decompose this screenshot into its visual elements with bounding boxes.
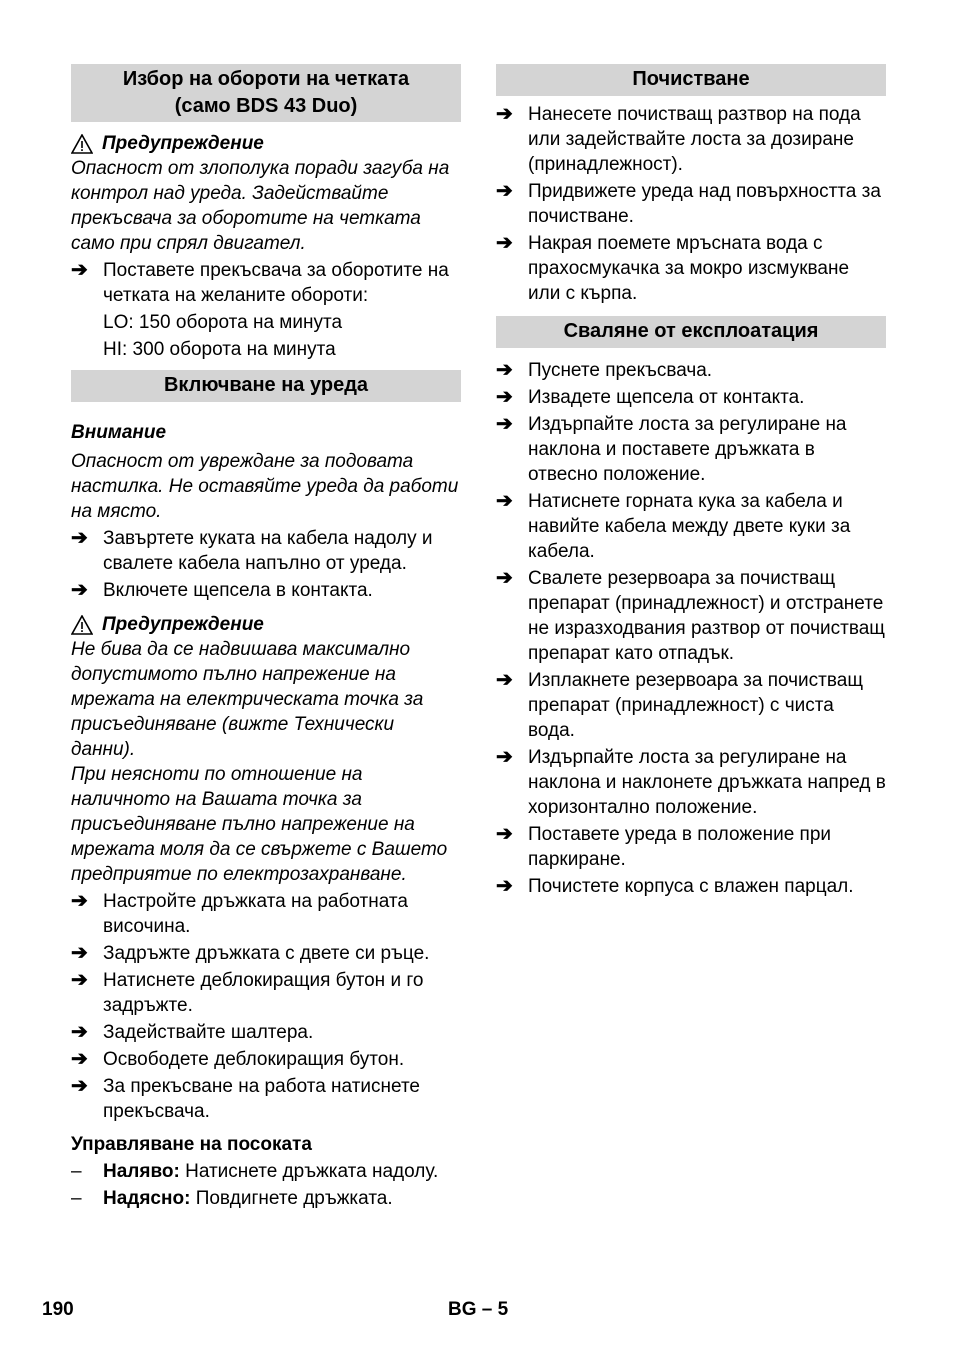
dash-bullet: – [71,1188,82,1209]
arrow-icon: ➔ [496,669,513,691]
list-item [71,1047,461,1072]
section-heading-brush-speed: Избор на обороти на четката (само BDS 43 Duo) [71,64,461,122]
warning-heading [71,131,461,156]
caution-title: Внимание [71,422,167,443]
arrow-icon: ➔ [496,567,513,589]
section-heading-cleaning: Почистване [496,64,886,96]
list-item [496,385,886,410]
warning-heading [71,612,461,637]
arrow-icon: ➔ [496,232,513,254]
list-item [496,822,886,872]
operation-steps [71,889,461,1124]
arrow-icon: ➔ [71,579,88,601]
section-heading-shutdown: Сваляне от експлоатация [496,316,886,348]
switch-on-steps [71,526,461,603]
warning-icon [71,615,93,635]
step-text: Нанесете почистващ разтвор на пода или задействайте лоста за дозиране (принадлежност). [528,104,861,175]
cleaning-steps [496,102,886,306]
arrow-icon: ➔ [71,890,88,912]
step-text: Поставете уреда в положение при паркиране. [528,824,832,870]
list-item [71,941,461,966]
left-column [71,64,461,1211]
arrow-icon: ➔ [71,942,88,964]
step-text: Задръжте дръжката с двете си ръце. [103,943,430,964]
arrow-icon: ➔ [71,1021,88,1043]
arrow-icon: ➔ [496,413,513,435]
list-item [71,1186,461,1211]
list-item [71,1074,461,1124]
shutdown-steps [496,358,886,899]
warning-text: При неясноти по отношение на наличното на Вашата точка за присъединяване пълно напрежение на мрежата моля да се свържете с Вашето предприятие по електрозахранване. [71,764,448,885]
section-page-label: BG – 5 [448,1299,509,1320]
arrow-icon: ➔ [496,875,513,897]
list-item [496,745,886,820]
step-text: Издърпайте лоста за регулиране на наклона и поставете дръжката в отвесно положение. [528,414,847,485]
step-text: Включете щепсела в контакта. [103,580,373,601]
step-text: Пуснете прекъсвача. [528,360,713,381]
warning-text: Не бива да се надвишава максимално допустимото пълно напрежение на мрежата на електрическата точка за присъединяване (вижте Технически данни). [71,639,424,760]
step-text: Завъртете куката на кабела надолу и свалете кабела напълно от уреда. [103,528,433,574]
list-item [496,358,886,383]
warning-icon [71,134,93,154]
list-item [71,258,461,308]
warning-title: Предупреждение [102,133,264,154]
dash-text: Повдигнете дръжката. [190,1188,393,1209]
warning-text: Опасност от злополука поради загуба на контрол над уреда. Задействайте прекъсвача за оборотите на четката само при спрял двигател. [71,158,450,254]
arrow-icon: ➔ [71,259,88,281]
page-number: 190 [42,1299,74,1320]
list-item [496,179,886,229]
arrow-icon: ➔ [496,490,513,512]
arrow-icon: ➔ [496,746,513,768]
arrow-icon: ➔ [496,386,513,408]
step-text: Освободете деблокиращия бутон. [103,1049,405,1070]
list-item [496,102,886,177]
step-text: Извадете щепсела от контакта. [528,387,805,408]
speed-hi: HI: 300 оборота на минута [103,339,336,360]
dash-bullet: – [71,1161,82,1182]
list-item [496,489,886,564]
arrow-icon: ➔ [496,103,513,125]
step-text: Почистете корпуса с влажен парцал. [528,876,854,897]
list-item [496,874,886,899]
arrow-icon: ➔ [71,1048,88,1070]
warning-title: Предупреждение [102,614,264,635]
arrow-icon: ➔ [71,527,88,549]
step-text: Издърпайте лоста за регулиране на наклона и наклонете дръжката напред в хоризонтално положение. [528,747,886,818]
dash-label: Надясно: [103,1188,191,1209]
list-item [496,668,886,743]
list-item [71,968,461,1018]
step-text: Поставете прекъсвача за оборотите на четката на желаните обороти: [103,260,449,306]
list-item [71,889,461,939]
arrow-icon: ➔ [496,359,513,381]
step-text: Задействайте шалтера. [103,1022,314,1043]
subheading-steering: Управляване на посоката [71,1134,312,1155]
list-item [71,1020,461,1045]
step-text: Придвижете уреда над повърхността за почистване. [528,181,881,227]
list-item [496,566,886,666]
list-item [71,526,461,576]
step-text: Настройте дръжката на работната височина. [103,891,408,937]
list-item [71,578,461,603]
arrow-icon: ➔ [496,180,513,202]
caution-text: Опасност от увреждане за подовата настилка. Не оставяйте уреда да работи на място. [71,451,459,522]
list-item [496,231,886,306]
right-column [496,64,886,899]
arrow-icon: ➔ [71,1075,88,1097]
speed-lo: LO: 150 оборота на минута [103,312,343,333]
arrow-icon: ➔ [496,823,513,845]
list-item [71,1159,461,1184]
step-text: Свалете резервоара за почистващ препарат (принадлежност) и отстранете не изразходвания разтвор от почистващ препарат като отпадък. [528,568,885,664]
step-text: Накрая поемете мръсната вода с прахосмукачка за мокро изсмукване или с кърпа. [528,233,850,304]
section-heading-switch-on: Включване на уреда [71,370,461,402]
dash-text: Натиснете дръжката надолу. [179,1161,439,1182]
step-text: Натиснете горната кука за кабела и навийте кабела между двете куки за кабела. [528,491,851,562]
step-text: За прекъсване на работа натиснете прекъсвача. [103,1076,420,1122]
list-item [496,412,886,487]
step-text: Натиснете деблокиращия бутон и го задръжте. [103,970,424,1016]
step-text: Изплакнете резервоара за почистващ препарат (принадлежност) с чиста вода. [528,670,863,741]
dash-label: Наляво: [103,1161,180,1182]
arrow-icon: ➔ [71,969,88,991]
